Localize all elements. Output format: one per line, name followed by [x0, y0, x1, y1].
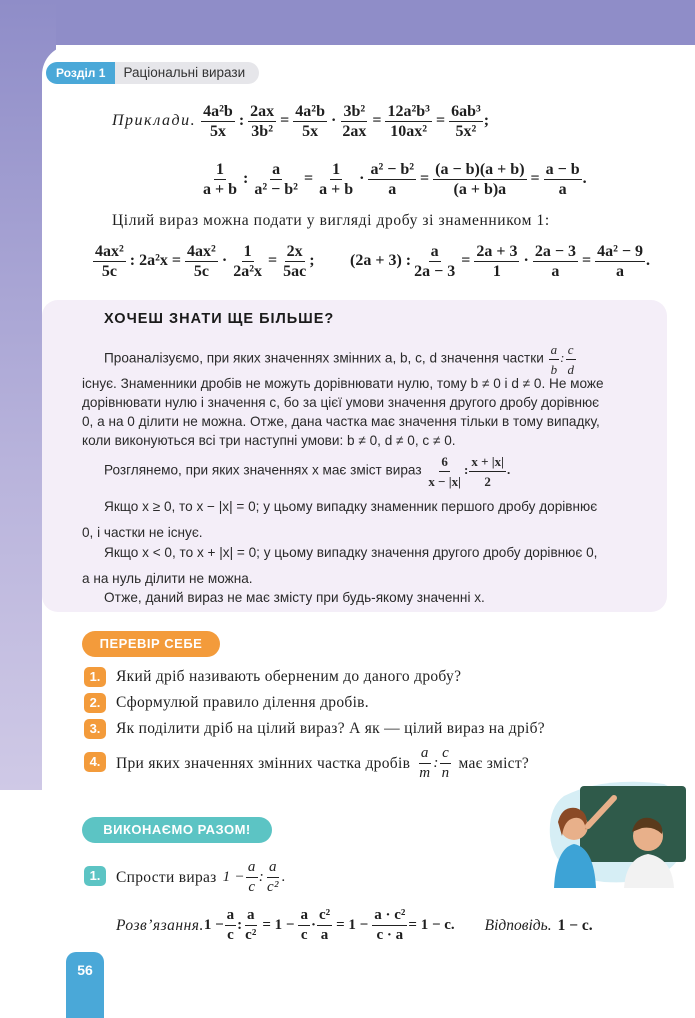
know-more-p3b: 0, і частки не існує.: [82, 525, 203, 540]
frac-den: 5ac: [283, 263, 307, 280]
frac-den: a: [558, 181, 567, 198]
frac-den: n: [441, 765, 450, 781]
frac-num: 2a − 3: [534, 243, 576, 260]
top-band: [0, 0, 695, 45]
frac-num: 3b²: [343, 103, 366, 120]
frac-den: c: [300, 927, 308, 943]
question-number: 3.: [84, 719, 106, 739]
paragraph-text: Розглянемо, при яких значеннях x має зміст вираз: [104, 462, 422, 478]
frac-num: 6: [439, 452, 450, 472]
question-number: 4.: [84, 752, 106, 772]
frac-den: 2a − 3: [414, 263, 456, 280]
question-number: 1.: [84, 667, 106, 687]
frac-num: a: [225, 906, 237, 926]
page-number: 56: [66, 952, 104, 1018]
frac-num: 4ax²: [95, 243, 124, 260]
frac-den: a + b: [319, 181, 354, 198]
frac-num: a · c²: [372, 906, 407, 926]
know-more-line: дорівнювати нулю і значення c, бо за цієї умови значення другого дробу дорівнює: [82, 395, 600, 410]
know-more-p2: Розглянемо, при яких значеннях x має зміст вираз $\frac{6}{x - |x|}$ : $\frac{x + |x|}{2}$ .: [104, 454, 511, 489]
frac-den: d: [567, 362, 574, 377]
know-more-line: 0, а на 0 ділити не можна. Отже, дана частка має значення тільки в тому випадку,: [82, 414, 600, 429]
frac-num: 12a²b³: [387, 103, 430, 120]
task-number: 1.: [84, 866, 106, 886]
paragraph-text: Проаналізуємо, при яких значеннях змінних a, b, c, d значення частки: [104, 350, 544, 366]
frac-den: c²: [267, 879, 279, 895]
expr-lead: (2a + 3) :: [350, 252, 412, 270]
question-text: Сформулюй правило ділення дробів.: [116, 694, 369, 711]
know-more-p4b: а на нуль ділити не можна.: [82, 571, 253, 586]
solution-label: Розв’язання.: [116, 916, 204, 934]
frac-num: 1: [243, 243, 252, 260]
frac-num: a: [272, 161, 281, 178]
frac-den: x − |x|: [428, 474, 461, 489]
students-at-blackboard-illustration: [544, 776, 690, 888]
frac-num: a: [549, 340, 560, 360]
frac-num: 1: [332, 161, 341, 178]
frac-num: 4a² − 9: [597, 243, 643, 260]
task-1: Спрости вираз 1 − $\frac{a}{c}$ : $\frac{a}{\text{c²}}$ .: [116, 859, 286, 895]
frac-num: 4ax²: [187, 243, 216, 260]
frac-den: m: [419, 765, 431, 781]
frac-den: 2a²x: [233, 263, 262, 280]
know-more-line: коли виконуються всі три наступні умови: b ≠ 0, d ≠ 0, c ≠ 0.: [82, 433, 456, 448]
frac-num: c: [566, 340, 576, 360]
examples-label: Приклади.: [112, 112, 197, 130]
frac-num: a: [430, 243, 439, 260]
example-line-1: Приклади. $\frac{\text{4a²b}}{5x}$ : $\frac{2ax}{\text{3b²}}$ = $\frac{\text{4a²b}}{5x}$ · $\frac{\text{3b²}}{2ax}$ = $\frac{\text{12a²b³}}{\text{10ax²}}$ = $\frac{\text{6ab³}}{\text{5x²}}$ ;: [112, 103, 490, 140]
question-text: Як поділити дріб на цілий вираз? А як — цілий вираз на дріб?: [116, 720, 545, 737]
frac-num: a: [245, 906, 257, 926]
question-number: 2.: [84, 693, 106, 713]
frac-num: c²: [317, 906, 332, 926]
frac-den: a: [388, 181, 397, 198]
frac-den: c²: [245, 927, 257, 943]
frac-den: a + b: [203, 181, 238, 198]
frac-den: 5x: [302, 123, 319, 140]
question-text: Який дріб називають оберненим до даного дробу?: [116, 668, 462, 685]
know-more-title: ХОЧЕШ ЗНАТИ ЩЕ БІЛЬШЕ?: [104, 311, 335, 327]
question-tail: має зміст?: [458, 754, 530, 772]
frac-num: 1: [216, 161, 224, 178]
chapter-badge: Розділ 1: [46, 62, 115, 84]
frac-den: 2: [484, 474, 491, 489]
check-yourself-label: ПЕРЕВІР СЕБЕ: [82, 631, 220, 657]
know-more-p3: Якщо x ≥ 0, то x − |x| = 0; у цьому випадку знаменник першого дробу дорівнює: [104, 499, 598, 514]
frac-den: 5x: [209, 123, 226, 140]
examples-note: Цілий вираз можна подати у вигляді дробу зі знаменником 1:: [112, 212, 550, 229]
frac-den: a: [320, 927, 329, 943]
solution-result: = 1 − c.: [408, 916, 455, 933]
example-line-3: $\frac{\text{4ax²}}{5c}$ : 2a²x = $\frac{\text{4ax²}}{5c}$ · $\frac{1}{\text{2a²x}}$ = $\frac{2x}{5ac}$ ;: [95, 243, 315, 280]
example-line-4: (2a + 3) : $\frac{a}{2a - 3}$ = $\frac{2a + 3}{1}$ · $\frac{2a - 3}{a}$ = $\frac{\text{4a² − 9}}{a}$ .: [350, 243, 650, 280]
expr-lead: 1 −: [222, 868, 245, 885]
frac-num: 4a²b: [203, 103, 233, 120]
frac-num: (a − b)(a + b): [435, 161, 525, 178]
know-more-p1: Проаналізуємо, при яких значеннях змінних a, b, c, d значення частки $\frac{a}{b}$ : $\frac{c}{d}$: [104, 342, 574, 377]
frac-den: c: [248, 879, 256, 895]
expr-lead: 1 −: [203, 916, 224, 933]
blackboard: [580, 786, 686, 862]
frac-num: a² − b²: [370, 161, 415, 178]
frac-den: b: [550, 362, 558, 377]
example-line-2: $\frac{1}{a + b}$ : $\frac{a}{\text{a² − b²}}$ = $\frac{1}{a + b}$ · $\frac{\text{a² − b²}}{a}$ = $\frac{(a - b)(a + b)}{(a + b)a}$ = $\frac{a - b}{a}$ .: [203, 161, 587, 198]
expr-tail: : 2a²x =: [129, 252, 182, 270]
frac-num: a − b: [545, 161, 580, 178]
know-more-line: існує. Знаменники дробів не можуть дорівнювати нулю, тому b ≠ 0 і d ≠ 0. Не може: [82, 376, 604, 391]
frac-num: a: [267, 858, 279, 878]
frac-den: a² − b²: [254, 181, 298, 198]
know-more-p5: Отже, даний вираз не має змісту при будь-якому значенні x.: [104, 590, 485, 605]
frac-den: c · a: [376, 927, 404, 943]
frac-num: c: [440, 744, 451, 764]
frac-den: 3b²: [251, 123, 273, 140]
question-text: При яких значеннях змінних частка дробів: [116, 754, 411, 772]
solution-line: Розв’язання. 1 − $\frac{a}{c}$ : $\frac{a}{\text{c²}}$ = 1 − $\frac{a}{c}$ · $\frac{\text{c²}}{a}$ = 1 − $\frac{\text{a · c²}}{c \cdot a}$ = 1 − c. Відповідь. 1 − c.: [116, 907, 593, 943]
frac-den: 5c: [193, 263, 209, 280]
frac-num: 6ab³: [451, 103, 481, 120]
do-together-label: ВИКОНАЄМО РАЗОМ!: [82, 817, 272, 843]
frac-num: a: [419, 744, 431, 764]
frac-den: a: [616, 263, 625, 280]
answer-value: 1 − c.: [557, 916, 593, 934]
frac-den: 10ax²: [390, 123, 428, 140]
task-text: Спрости вираз: [116, 868, 217, 886]
frac-num: 2x: [286, 243, 303, 260]
frac-den: a: [551, 263, 560, 280]
answer-label: Відповідь.: [484, 916, 552, 934]
frac-num: a: [246, 858, 258, 878]
frac-den: 2ax: [342, 123, 367, 140]
know-more-p4: Якщо x < 0, то x + |x| = 0; у цьому випадку значення другого дробу дорівнює 0,: [104, 545, 598, 560]
frac-num: 2ax: [250, 103, 275, 120]
frac-num: 2a + 3: [476, 243, 518, 260]
frac-num: a: [298, 906, 310, 926]
frac-den: 5c: [101, 263, 117, 280]
frac-den: 5x²: [455, 123, 477, 140]
chapter-header: [46, 62, 259, 84]
frac-num: 4a²b: [295, 103, 325, 120]
frac-den: 1: [492, 263, 501, 280]
chapter-title: Раціональні вирази: [115, 62, 259, 84]
frac-num: x + |x|: [469, 452, 506, 472]
frac-den: (a + b)a: [453, 181, 507, 198]
question-4: При яких значеннях змінних частка дробів $\frac{a}{m}$ : $\frac{c}{n}$ має зміст?: [116, 745, 530, 781]
frac-den: c: [227, 927, 234, 943]
